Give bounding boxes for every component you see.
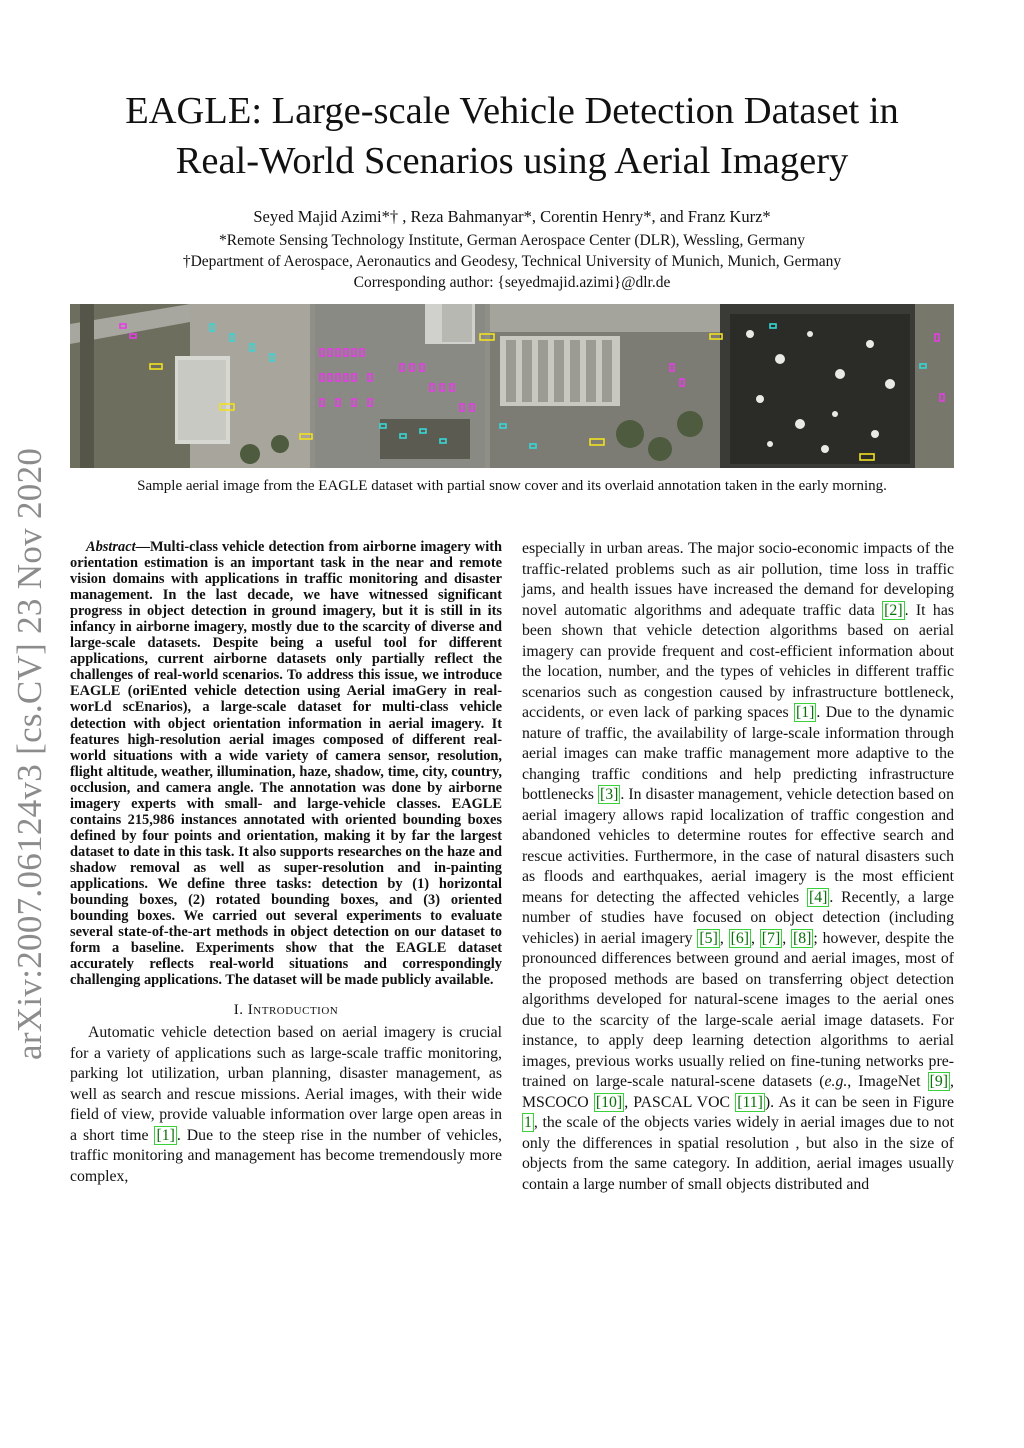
intro-text-2: . Due to the steep rise in the number of vehicles, traffic monitoring and management has become tremendously more complex, (70, 1126, 502, 1185)
paper-title (60, 86, 964, 186)
figure-link[interactable]: 1 (524, 1114, 532, 1131)
abstract (70, 539, 502, 988)
right-column (522, 539, 954, 1195)
section-heading-introduction (70, 1002, 502, 1019)
text-segment: , MSCOCO (522, 1073, 954, 1111)
text-segment: , ImageNet (847, 1073, 928, 1090)
text-segment: , the scale of the objects varies widely in aerial images due to not only the differences in spatial resolution , but also in the size of objects from the same category. In addition, aerial images usually contain a large number of small objects distributed and (522, 1114, 954, 1193)
text-segment: ; however, despite the pronounced differences between ground and aerial images, most of the proposed methods are based on transferring object detection algorithms developed for natural-scene images to the aerial ones due to the scarcity of the large-scale aerial image datasets. For instance, to apply deep learning detection algorithms to aerial images, previous works usually relied on fine-tuning networks pre-trained on large-scale natural-scene datasets ( (522, 929, 954, 1090)
affiliation-tum: †Department of Aerospace, Aeronautics and Geodesy, Technical University of Munich, Munich, Germany (182, 253, 842, 270)
citation-link[interactable]: [6] (730, 929, 750, 947)
intro-text-1: Automatic vehicle detection based on aerial imagery is crucial for a variety of applications such as large-scale traffic monitoring, parking lot utilization, urban planning, disaster management, as well as search and rescue missions. Aerial images, with their wide field of view, provide valuable information over large open areas in a short time (70, 1024, 502, 1144)
text-segment: ). As it can be seen in Figure (764, 1093, 955, 1111)
left-column (70, 539, 502, 1187)
text-separator: , (719, 929, 729, 947)
title-line-2: Real-World Scenarios using Aerial Imagery (175, 140, 849, 182)
intro-continued-paragraph (522, 539, 954, 1195)
text-emphasis: e.g. (824, 1073, 848, 1090)
text-separator: , (751, 929, 760, 947)
text-separator: , (782, 929, 791, 947)
text-segment: . It has been shown that vehicle detection algorithms based on aerial imagery can provide frequent and cost-efficient information about the location, number, and the types of vehicles in different traffic scenarios such as congestion caused by infrastructure bottleneck, accidents, or even lack of parking spaces (522, 601, 954, 721)
section-number: I. (233, 1002, 244, 1019)
author-list: Seyed Majid Azimi*† , Reza Bahmanyar*, Corentin Henry*, and Franz Kurz* (253, 207, 771, 226)
citation-link[interactable]: [5] (699, 929, 718, 947)
citation-link[interactable]: [7] (761, 929, 781, 947)
citation-link[interactable]: [11] (737, 1093, 763, 1111)
arxiv-identifier: arXiv:2007.06124v3 [cs.CV] 23 Nov 2020 (10, 447, 49, 1060)
title-line-1: EAGLE: Large-scale Vehicle Detection Dataset in (125, 90, 899, 132)
citation-link[interactable]: [1] (796, 704, 815, 721)
text-segment: . Due to the dynamic nature of traffic, the availability of large-scale information through aerial images can make traffic management more adaptive to the changing traffic conditions and help predicting infrastructure bottlenecks (522, 704, 955, 803)
citation-link[interactable]: [2] (884, 601, 903, 619)
corresponding-author: Corresponding author: {seyedmajid.azimi}@dlr.de (353, 274, 671, 291)
figure-caption: Sample aerial image from the EAGLE dataset with partial snow cover and its overlaid annotation taken in the early morning. (137, 478, 887, 494)
aerial-sample-image (70, 304, 954, 468)
citation-link[interactable]: [8] (792, 929, 812, 947)
citation-link[interactable]: [10] (595, 1093, 623, 1111)
citation-link[interactable]: [9] (929, 1073, 949, 1090)
section-title: Introduction (247, 1002, 339, 1019)
abstract-label: Abstract (86, 539, 136, 555)
citation-link[interactable]: [3] (599, 786, 619, 803)
text-segment: especially in urban areas. The major socio-economic impacts of the traffic-related problems such as air pollution, time loss in traffic jams, and health issues have increased the demand for developing novel automatic algorithms and adequate traffic data (522, 540, 954, 619)
text-segment: . Recently, a large number of studies have focused on object detection (including vehicles) in aerial imagery (522, 888, 954, 947)
affiliation-dlr: *Remote Sensing Technology Institute, German Aerospace Center (DLR), Wessling, Germany (219, 232, 805, 249)
citation-link[interactable]: [4] (808, 888, 828, 906)
aerial-image-drawing (70, 304, 954, 468)
citation-link[interactable]: [1] (156, 1126, 175, 1144)
intro-paragraph (70, 1023, 502, 1187)
abstract-body: —Multi-class vehicle detection from airborne imagery with orientation estimation is an important task in the near and remote vision domains with applications in traffic monitoring and disaster management. In the last decade, we have witnessed significant progress in object detection in ground imagery, but it is still in its infancy in airborne imagery, mostly due to the scarcity of diverse and large-scale datasets. Despite being a useful tool for different applications, current airborne datasets only partially reflect the challenges of real-world scenarios. To address this issue, we introduce EAGLE (oriEnted vehicle detection using Aerial imaGery in real-worLd scEnarios), a large-scale dataset for multi-class vehicle detection with object orientation information in aerial imagery. It features high-resolution aerial images composed of different real-world situations with a wide variety of camera sensor, resolution, flight altitude, weather, illumination, haze, shadow, time, city, country, occlusion, and camera angle. The annotation was done by airborne imagery experts with small- and large-vehicle classes. EAGLE contains 215,986 instances annotated with oriented bounding boxes defined by four points and orientation, making it by far the largest dataset to date in this task. It also supports researches on the haze and shadow removal as well as super-resolution and in-painting applications. We define three tasks: detection by (1) horizontal bounding boxes, (2) rotated bounding boxes, and (3) oriented bounding boxes. We carried out several experiments to evaluate several state-of-the-art methods in object detection on our dataset to form a baseline. Experiments show that the EAGLE dataset accurately reflects real-world situations and correspondingly challenging applications. The dataset will be made publicly available. (70, 539, 502, 989)
text-segment: . In disaster management, vehicle detection based on aerial imagery allows rapid localization of traffic congestion and abandoned vehicles to determine routes for effective search and rescue activities. Furthermore, in the case of natural disasters such as floods and earthquakes, aerial imagery is the most efficient means for detecting the affected vehicles (522, 786, 954, 906)
text-segment: , PASCAL VOC (624, 1093, 736, 1111)
